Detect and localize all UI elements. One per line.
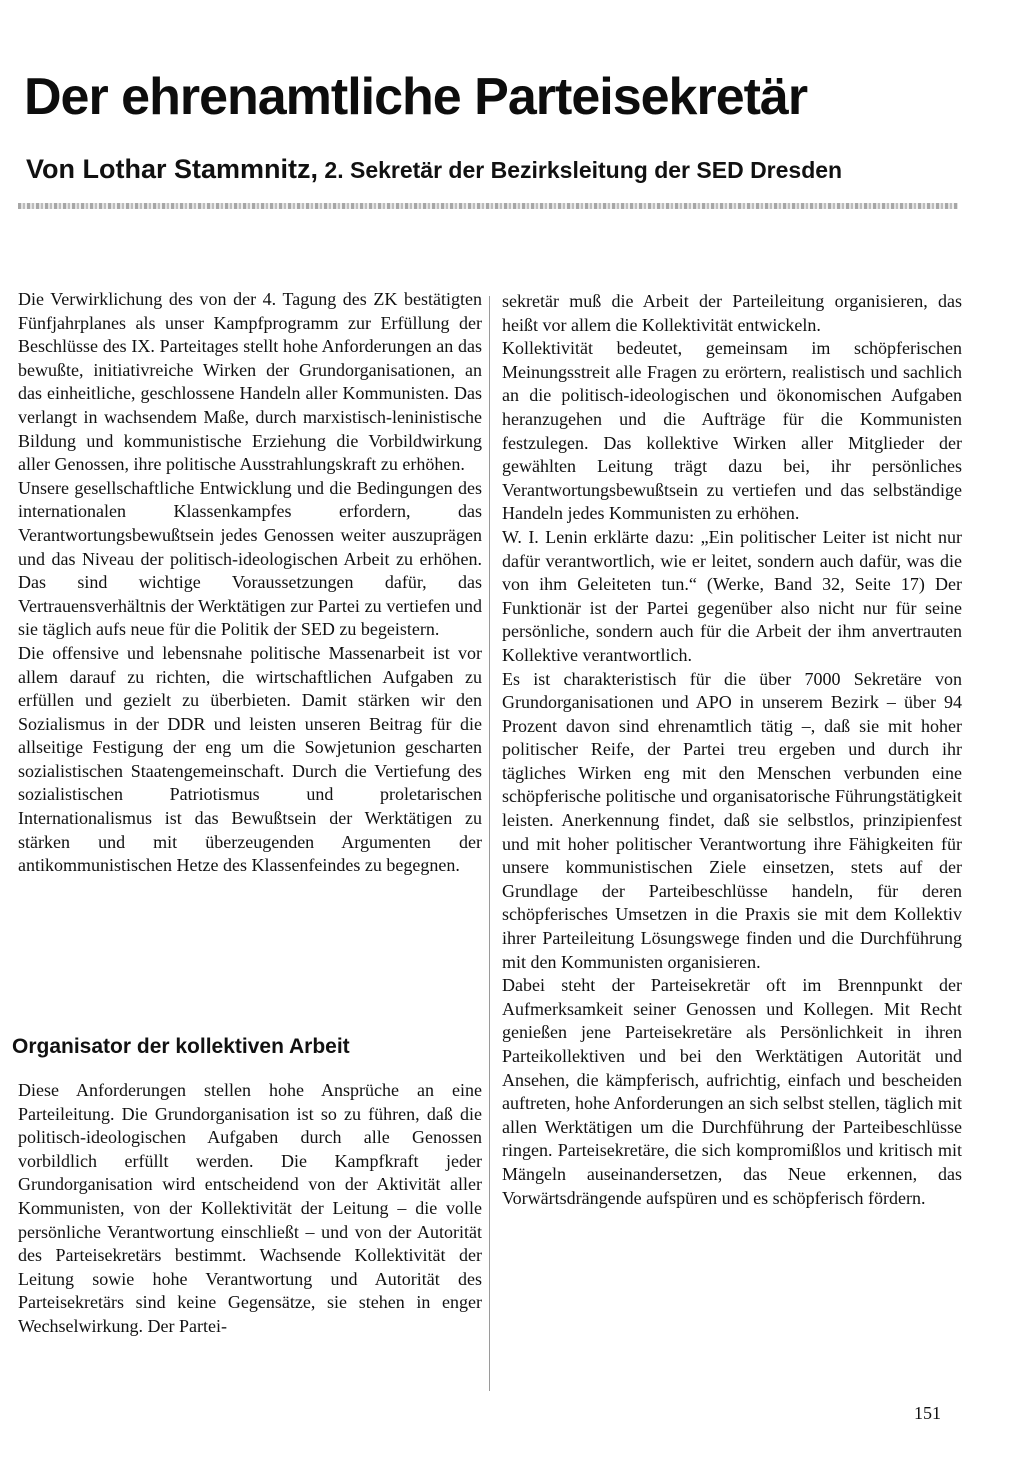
title-rule [18, 203, 958, 209]
paragraph: Unsere gesellschaftliche Entwicklung und die Bedingungen des internationalen Klassenkampfes erfordern, das Verantwortungsbewußtsein jedes Genossen weiter auszuprägen und das Niveau der politisch-ideologischen Arbeit zu erhöhen. Das sind wichtige Voraussetzungen dafür, das Vertrauensverhältnis der Werktätigen zur Partei zu vertiefen und sie täglich aufs neue für die Politik der SED zu begeistern. [18, 477, 482, 640]
left-column [18, 288, 482, 878]
paragraph: Diese Anforderungen stellen hohe Ansprüche an eine Parteileitung. Die Grundorganisation ist so zu führen, daß die politisch-ideologischen Aufgaben durch alle Genossen vorbildlich erfüllt werden. Die Kampfkraft jeder Grundorganisation wird entscheidend von der Aktivität aller Kommunisten, von der Kollektivität der Leitung – die volle persönliche Verantwortung einschließt – und von der Autorität des Parteisekretärs bestimmt. Wachsende Kollektivität der Leitung sowie hohe Verantwortung und Autorität des Parteisekretärs sind keine Gegensätze, sie stehen in enger Wechselwirkung. Der Partei- [18, 1080, 482, 1336]
paragraph: Kollektivität bedeutet, gemeinsam im schöpferischen Meinungsstreit alle Fragen zu erörtern, realistisch und sachlich an die politisch-ideologischen und ökonomischen Aufgaben heranzugehen und die Aufträge für die Kommunisten festzulegen. Das kollektive Wirken aller Mitglieder der gewählten Leitung trägt dazu bei, ihr persönliches Verantwortungsbewußtsein zu vertiefen und das selbständige Handeln jedes Kommunisten zu erhöhen. [502, 338, 962, 524]
section-heading: Organisator der kollektiven Arbeit [12, 1035, 350, 1058]
column-divider [489, 296, 490, 1391]
byline-author: Von Lothar Stammnitz, [26, 154, 319, 184]
paragraph: W. I. Lenin erklärte dazu: „Ein politischer Leiter ist nicht nur dafür verantwortlich, wie er leitet, sondern auch dafür, was die von ihm Geleiteten tun.“ (Werke, Band 32, Seite 17) Der Funktionär ist der Partei gegenüber also nicht nur für seine persönliche, sondern auch für die Arbeit der ihm anvertrauten Kollektive verantwortlich. [502, 526, 962, 665]
left-column-continued [18, 1079, 482, 1339]
article-byline [26, 152, 986, 187]
right-column [502, 290, 962, 1210]
paragraph: sekretär muß die Arbeit der Parteileitung organisieren, das heißt vor allem die Kollektivität entwickeln. [502, 291, 962, 335]
paragraph: Dabei steht der Parteisekretär oft im Brennpunkt der Aufmerksamkeit seiner Genossen und Kollegen. Mit Recht genießen jene Parteisekretäre als Persönlichkeit in ihren Parteikollektiven und bei den Werktätigen Autorität und Ansehen, die kämpferisch, aufrichtig, einfach und bescheiden auftreten, hohe Anforderungen an sich selbst stellen, täglich mit allen Werktätigen um die Durchführung der Parteibeschlüsse ringen. Parteisekretäre, die sich kompromißlos und kritisch mit Mängeln auseinandersetzen, das Neue erkennen, das Vorwärtsdrängende aufspüren und es schöpferisch fördern. [502, 975, 962, 1208]
article-title: Der ehrenamtliche Parteisekretär [24, 68, 808, 126]
paragraph: Die Verwirklichung des von der 4. Tagung des ZK bestätigten Fünfjahrplanes als unser Kampfprogramm zur Erfüllung der Beschlüsse des IX. Parteitages stellt hohe Anforderungen an das bewußte, initiativreiche Wirken der Grundorganisationen, an das einheitliche, geschlossene Handeln aller Kommunisten. Das verlangt in wachsendem Maße, durch marxistisch-leninistische Bildung und kommunistische Erziehung die Vorbildwirkung aller Genossen, ihre politische Ausstrahlungskraft zu erhöhen. [18, 289, 482, 475]
paragraph: Die offensive und lebensnahe politische Massenarbeit ist vor allem darauf zu richten, die wirtschaftlichen Aufgaben zu erfüllen und gezielt zu überbieten. Damit stärken wir den Sozialismus in der DDR und leisten unseren Beitrag für die allseitige Festigung der eng um die Sowjetunion gescharten sozialistischen Staatengemeinschaft. Durch die Vertiefung des sozialistischen Patriotismus und proletarischen Internationalismus ist das Bewußtsein der Werktätigen zu stärken und mit überzeugenden Argumenten der antikommunistischen Hetze des Klassenfeindes zu begegnen. [18, 642, 482, 876]
byline-role: 2. Sekretär der Bezirksleitung der SED Dresden [324, 157, 843, 183]
paragraph: Es ist charakteristisch für die über 7000 Sekretäre von Grundorganisationen und APO in unserem Bezirk – über 94 Prozent davon sind ehrenamtlich tätig –, daß sie mit hoher politischer Reife, der Partei treu ergeben und durch ihr tägliches Wirken eng mit den Menschen verbunden eine schöpferische politische und organisatorische Führungstätigkeit leisten. Anerkennung findet, daß sie selbstlos, prinzipienfest und mit hoher politischer Verantwortung ihre Fähigkeiten für unsere kommunistischen Ziele einsetzen, stets auf der Grundlage der Parteibeschlüsse handeln, für deren schöpferisches Umsetzen in die Praxis sie mit dem Kollektiv ihrer Parteileitung Lösungswege finden und die Durchführung mit den Kommunisten organisieren. [502, 668, 962, 972]
page-number: 151 [914, 1403, 941, 1423]
